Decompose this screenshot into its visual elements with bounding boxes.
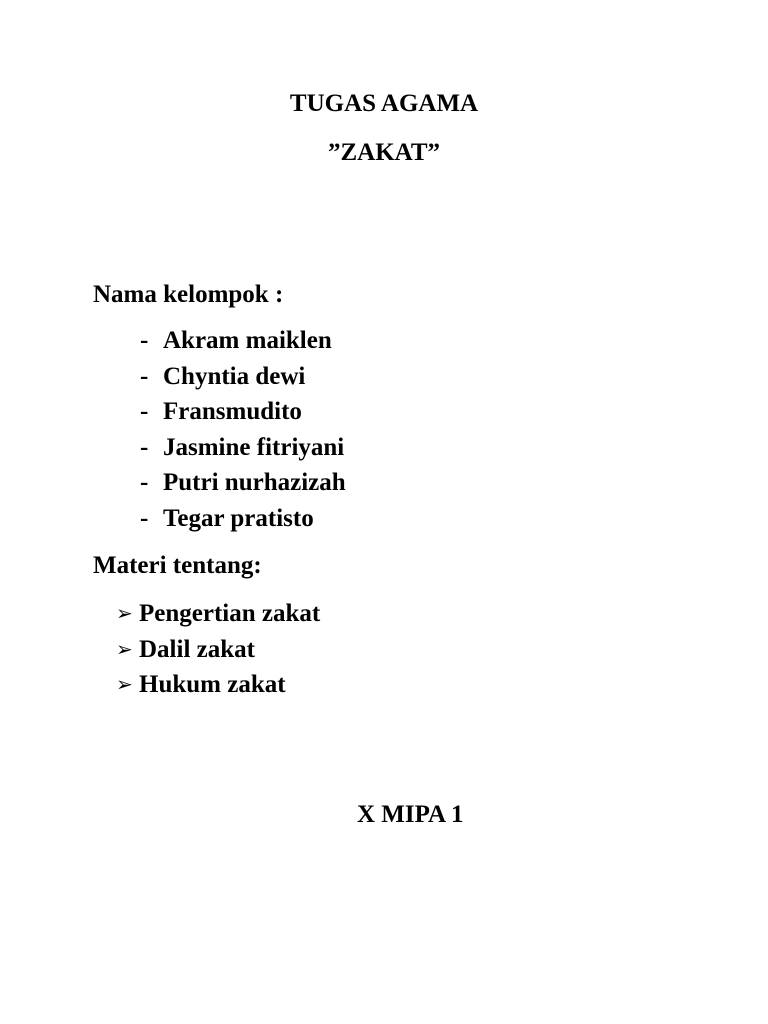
- topics-list: [116, 598, 320, 705]
- arrow-bullet-icon: ➢: [116, 672, 133, 696]
- dash-bullet: -: [140, 433, 149, 461]
- dash-bullet: -: [140, 398, 149, 425]
- list-item: [116, 598, 320, 634]
- class-label: X MIPA 1: [357, 801, 464, 828]
- dash-bullet: -: [140, 362, 149, 390]
- document-subtitle: ”ZAKAT”: [327, 139, 441, 166]
- list-item: [140, 504, 346, 540]
- member-name: Chyntia dewi: [163, 362, 306, 390]
- topic-label: Dalil zakat: [139, 635, 255, 663]
- arrow-bullet-icon: ➢: [116, 601, 133, 625]
- members-list: [140, 326, 346, 539]
- member-name: Fransmudito: [163, 398, 302, 425]
- member-name: Akram maiklen: [163, 327, 332, 354]
- topic-label: Hukum zakat: [139, 671, 286, 698]
- list-item: [140, 326, 346, 362]
- topic-label: Pengertian zakat: [139, 600, 321, 627]
- member-name: Putri nurhazizah: [163, 469, 346, 496]
- dash-bullet: -: [140, 469, 149, 496]
- list-item: [140, 362, 346, 398]
- topics-heading: Materi tentang:: [93, 552, 262, 579]
- dash-bullet: -: [140, 327, 149, 354]
- list-item: [116, 669, 320, 705]
- document-title: TUGAS AGAMA: [289, 90, 479, 117]
- list-item: [140, 468, 346, 504]
- dash-bullet: -: [140, 504, 149, 532]
- list-item: [140, 397, 346, 433]
- list-item: [116, 634, 320, 670]
- member-name: Jasmine fitriyani: [163, 433, 345, 461]
- arrow-bullet-icon: ➢: [116, 636, 133, 661]
- member-name: Tegar pratisto: [163, 504, 314, 532]
- list-item: [140, 433, 346, 469]
- members-heading: Nama kelompok :: [93, 281, 284, 308]
